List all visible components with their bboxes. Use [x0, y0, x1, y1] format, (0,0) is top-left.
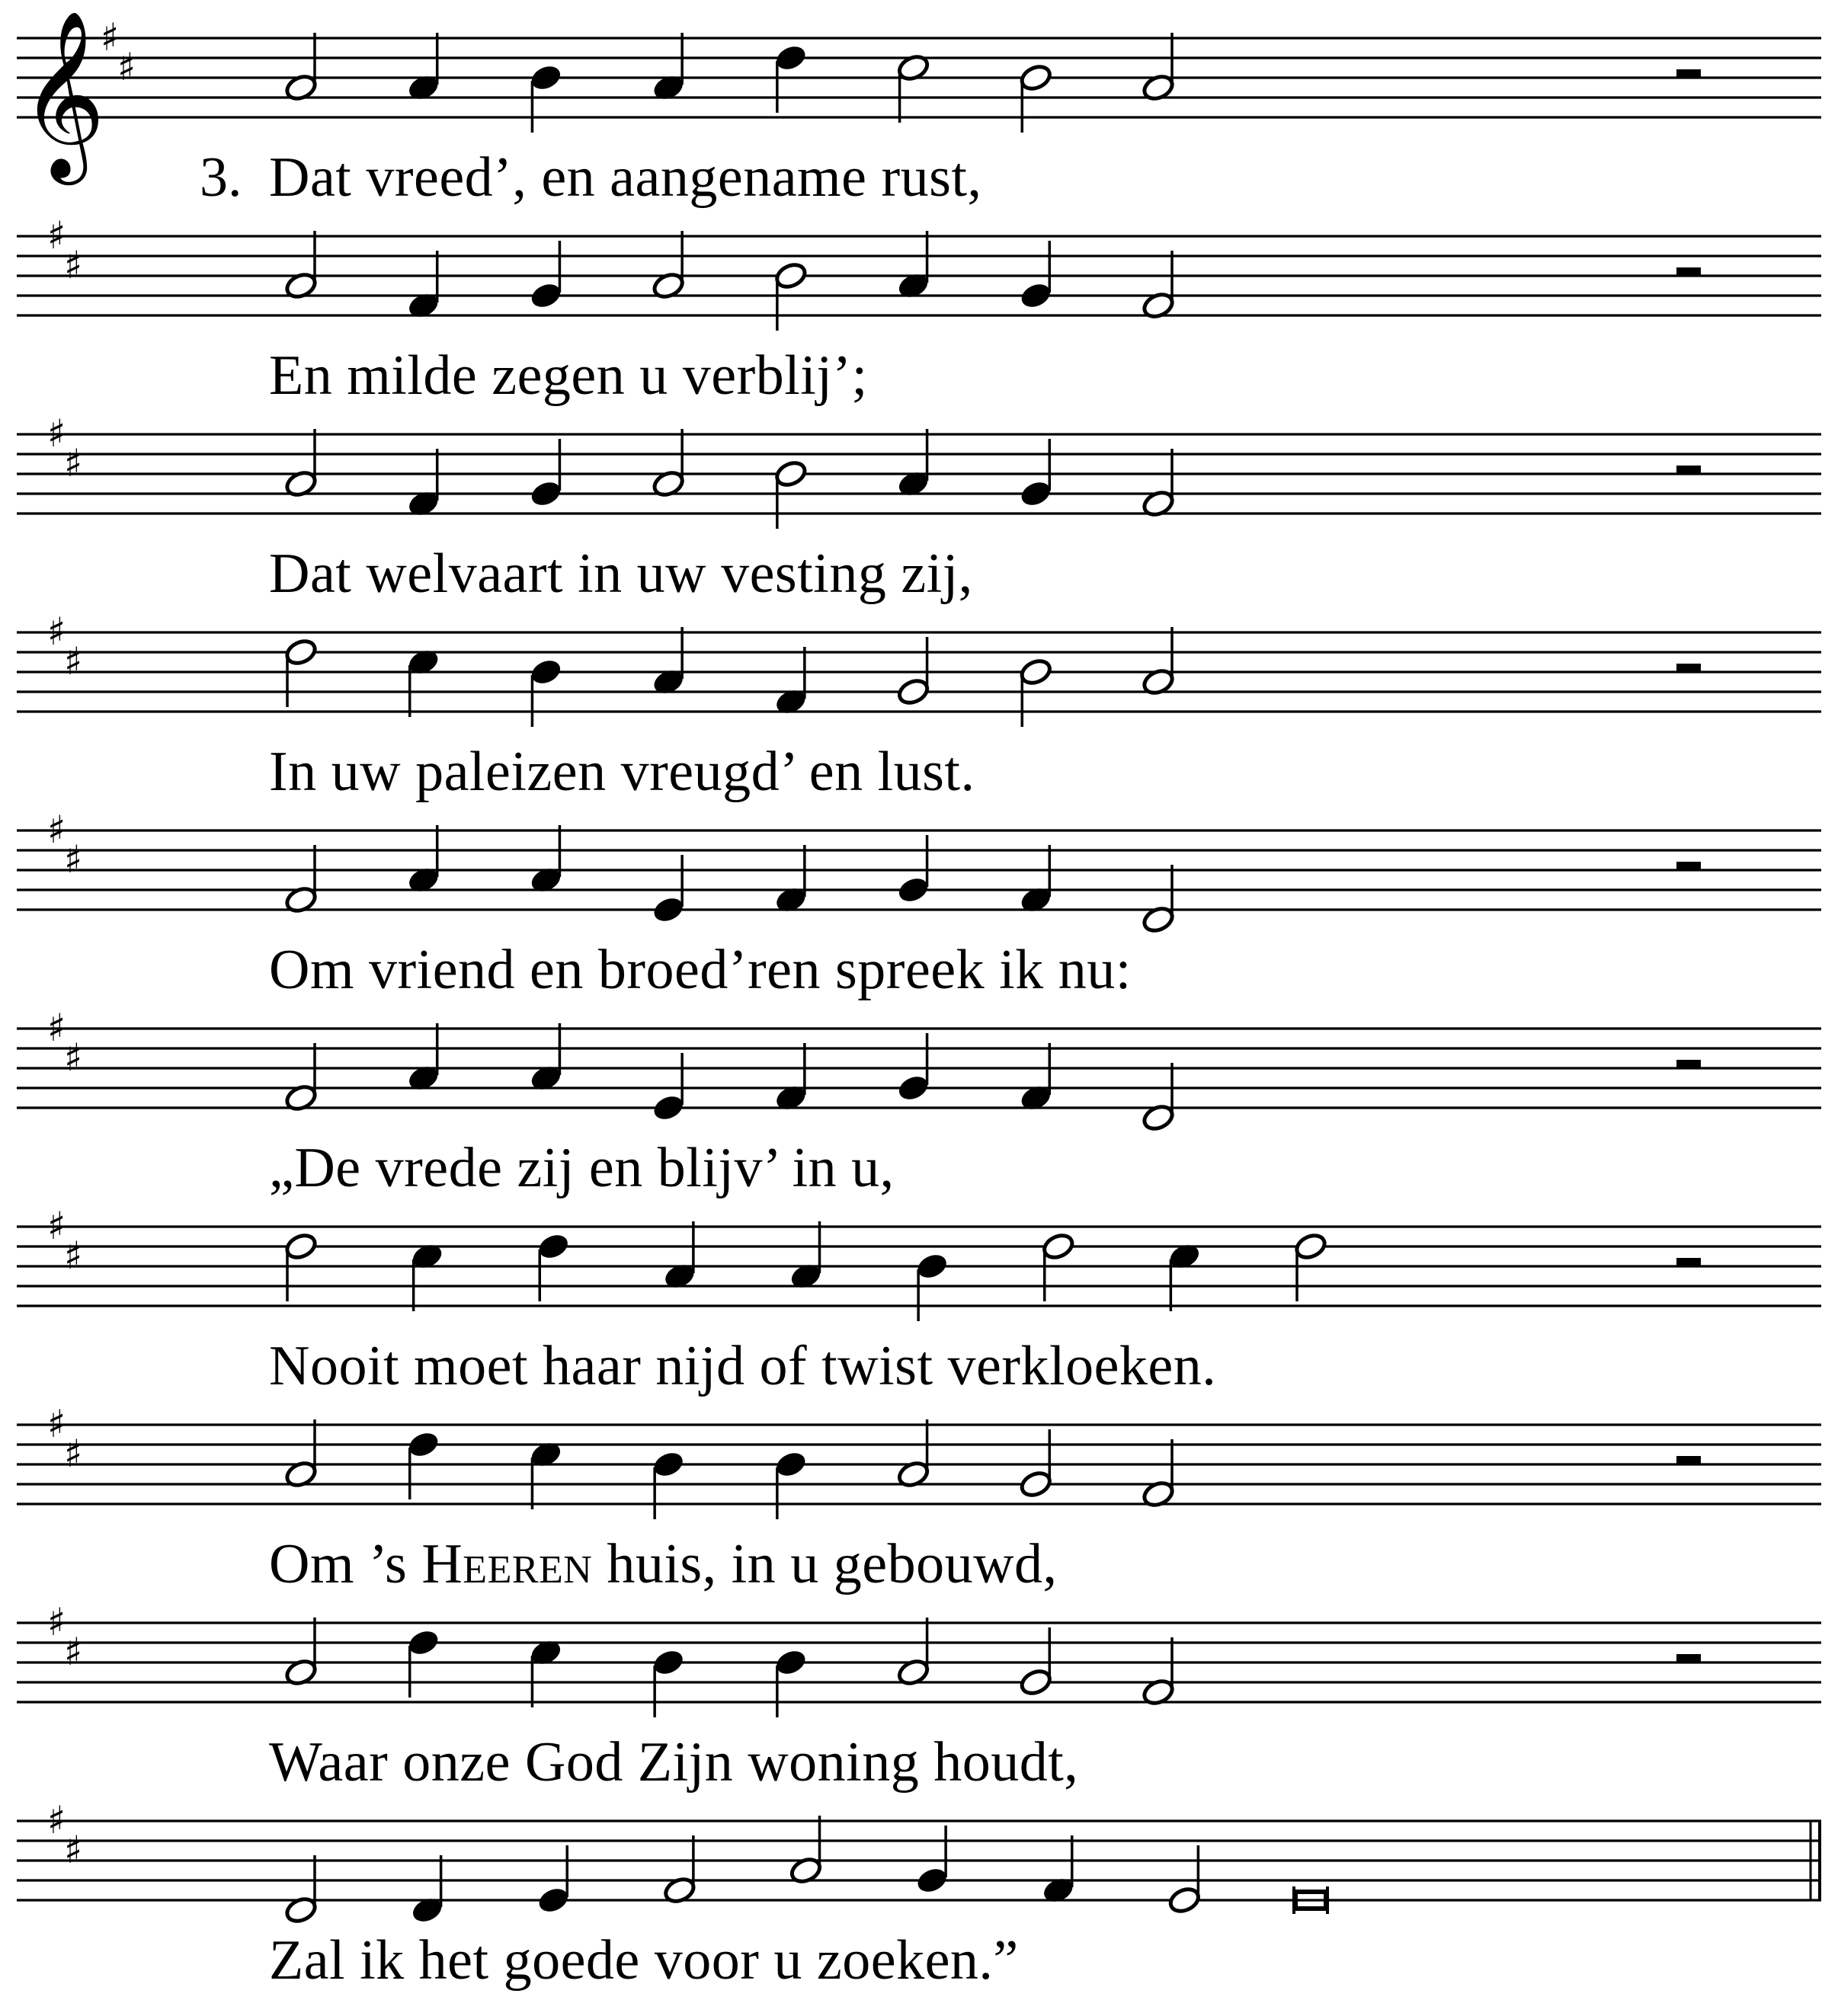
- quarter-note: [651, 1647, 685, 1678]
- sharp-icon: ♯: [47, 411, 66, 456]
- half-rest: [1676, 267, 1701, 276]
- quarter-note: [651, 894, 685, 925]
- half-note: [1019, 62, 1053, 93]
- lyric-line-6: „De vrede zij en blijv’ in u,: [269, 1137, 895, 1199]
- lyric-line-8-smallcaps: Heeren: [421, 1533, 593, 1595]
- half-rest: [1676, 466, 1701, 474]
- half-rest: [1676, 69, 1701, 78]
- half-note: [1041, 1231, 1075, 1262]
- sharp-icon: ♯: [101, 15, 120, 59]
- lyric-line-8-after: huis, in u gebouwd,: [607, 1533, 1058, 1595]
- half-note: [1019, 657, 1053, 687]
- quarter-note: [896, 1073, 930, 1103]
- quarter-note: [896, 875, 930, 905]
- quarter-note: [1019, 280, 1053, 311]
- lyric-line-1: Dat vreed’, en aangename rust,: [269, 146, 982, 209]
- sharp-icon: ♯: [64, 441, 83, 485]
- sharp-icon: ♯: [64, 243, 83, 287]
- quarter-note: [914, 1251, 949, 1282]
- sharp-icon: ♯: [64, 1630, 83, 1674]
- half-rest: [1676, 1258, 1701, 1266]
- sharp-icon: ♯: [47, 1600, 66, 1644]
- half-note: [1019, 1469, 1053, 1499]
- half-note: [1019, 1667, 1053, 1698]
- verse-number: 3.: [200, 146, 242, 209]
- quarter-note: [406, 1429, 440, 1460]
- half-note: [773, 459, 808, 489]
- half-note: [283, 1231, 318, 1262]
- lyric-line-9: Waar onze God Zijn woning houdt,: [269, 1731, 1079, 1794]
- quarter-note: [536, 1885, 571, 1915]
- lyric-line-7: Nooit moet haar nijd of twist verkloeken.: [269, 1335, 1217, 1397]
- sharp-icon: ♯: [64, 639, 83, 683]
- half-rest: [1676, 664, 1701, 672]
- treble-clef-icon: 𝄞: [20, 9, 106, 178]
- sharp-icon: ♯: [64, 1035, 83, 1080]
- sharp-icon: ♯: [47, 1798, 66, 1842]
- lyric-line-3: Dat welvaart in uw vesting zij,: [269, 542, 973, 605]
- lyric-line-2: En milde zegen u verblij’;: [269, 344, 868, 407]
- lyric-line-10: Zal ik het goede voor u zoeken.”: [269, 1929, 1019, 1992]
- sharp-icon: ♯: [64, 1828, 83, 1872]
- lyric-line-8-before: Om ’s: [269, 1533, 408, 1595]
- sharp-icon: ♯: [47, 808, 66, 852]
- half-rest: [1676, 1456, 1701, 1464]
- sharp-icon: ♯: [117, 45, 136, 89]
- quarter-note: [1019, 478, 1053, 509]
- half-note: [283, 637, 318, 667]
- half-note: [1293, 1231, 1327, 1262]
- quarter-note: [529, 478, 563, 509]
- quarter-note: [773, 43, 808, 73]
- half-rest: [1676, 862, 1701, 870]
- half-rest: [1676, 1654, 1701, 1662]
- half-note: [896, 677, 930, 707]
- sharp-icon: ♯: [47, 1006, 66, 1050]
- lyric-line-5: Om vriend en broed’ren spreek ik nu:: [269, 939, 1132, 1001]
- lyric-line-4: In uw paleizen vreugd’ en lust.: [269, 741, 975, 803]
- half-rest: [1676, 1060, 1701, 1068]
- quarter-note: [773, 1449, 808, 1480]
- quarter-note: [536, 1231, 571, 1262]
- sharp-icon: ♯: [47, 610, 66, 654]
- quarter-note: [651, 1449, 685, 1480]
- half-note: [1167, 1885, 1202, 1915]
- sharp-icon: ♯: [64, 1234, 83, 1278]
- quarter-note: [529, 280, 563, 311]
- sharp-icon: ♯: [64, 837, 83, 882]
- quarter-note: [651, 1093, 685, 1123]
- quarter-note: [529, 62, 563, 93]
- sharp-icon: ♯: [47, 1402, 66, 1446]
- sharp-icon: ♯: [64, 1432, 83, 1476]
- quarter-note: [529, 657, 563, 687]
- half-note: [773, 261, 808, 291]
- quarter-note: [914, 1865, 949, 1896]
- lyric-line-8: [269, 1533, 1058, 1595]
- sharp-icon: ♯: [47, 1204, 66, 1248]
- quarter-note: [406, 1627, 440, 1658]
- quarter-note: [773, 1647, 808, 1678]
- sharp-icon: ♯: [47, 213, 66, 258]
